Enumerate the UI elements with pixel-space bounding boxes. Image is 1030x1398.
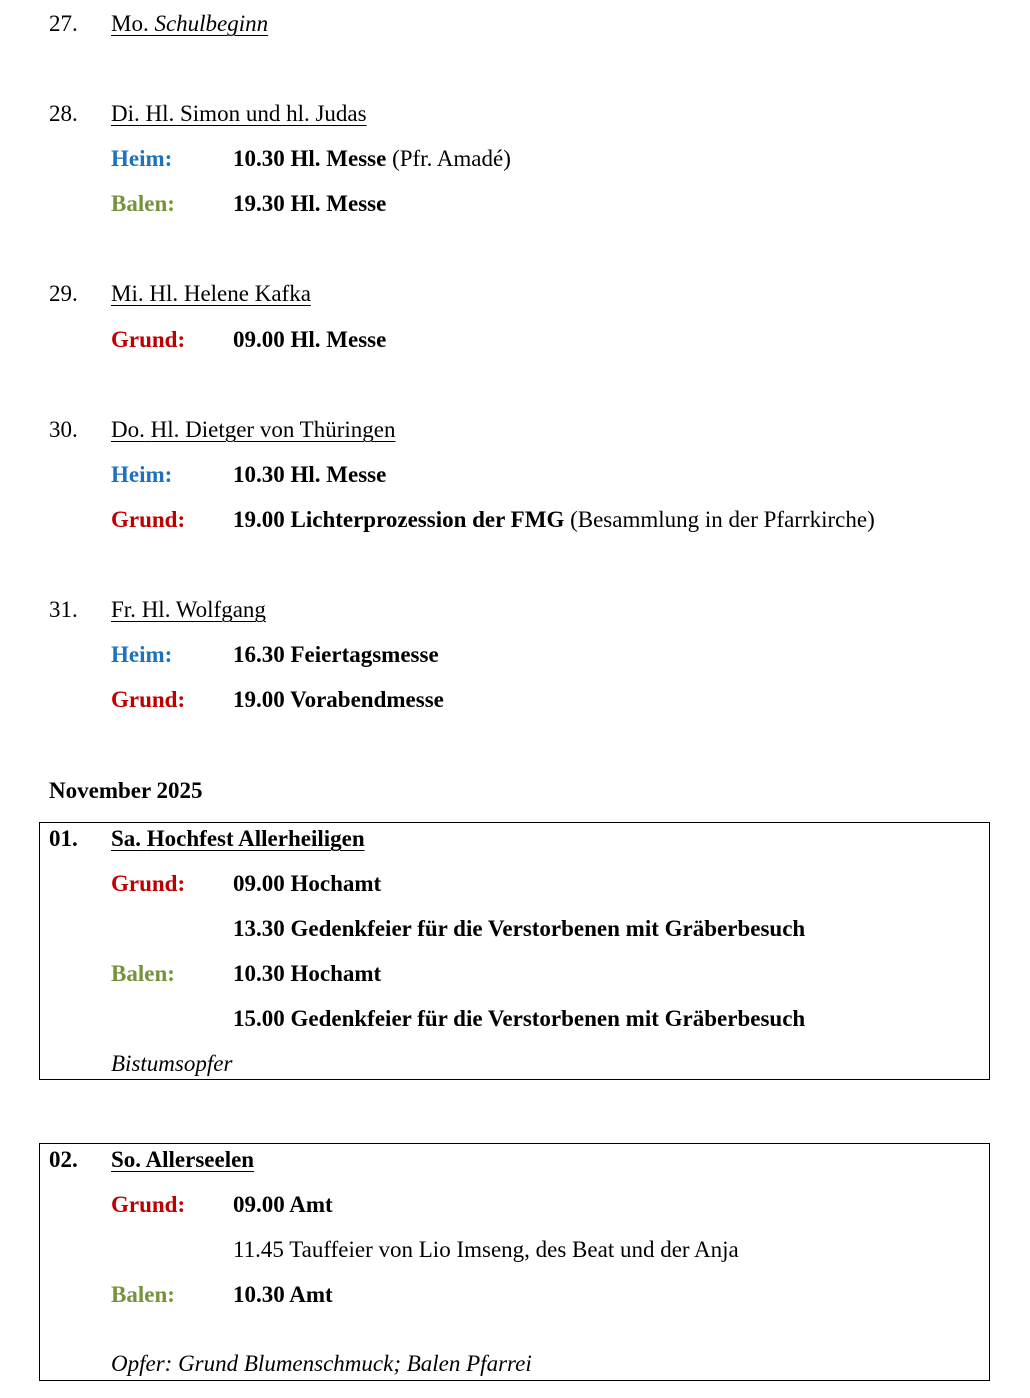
day-title: Hl. Simon und hl. Judas xyxy=(145,101,367,126)
day-title: Schulbeginn xyxy=(154,11,269,36)
location-label: Grund: xyxy=(111,687,186,712)
event: 16.30 Feiertagsmesse xyxy=(233,642,439,667)
location-label: Grund: xyxy=(111,1192,186,1217)
month-heading: November 2025 xyxy=(49,778,203,803)
day-title: Allerseelen xyxy=(145,1147,255,1172)
event: 19.00 Vorabendmesse xyxy=(233,687,444,712)
offering-note: Opfer: Grund Blumenschmuck; Balen Pfarrei xyxy=(111,1351,532,1376)
day-heading: 31. Fr. Hl. Wolfgang xyxy=(49,597,266,622)
event: 11.45 Tauffeier von Lio Imseng, des Beat und der Anja xyxy=(233,1237,739,1262)
day-heading: 30. Do. Hl. Dietger von Thüringen xyxy=(49,417,396,442)
location-label: Heim: xyxy=(111,146,173,171)
day-heading: 01. Sa. Hochfest Allerheiligen xyxy=(49,826,365,851)
location-label: Grund: xyxy=(111,507,186,532)
event: 09.00 Hochamt xyxy=(233,871,382,896)
event: 09.00 Amt xyxy=(233,1192,333,1217)
day-heading: 27. Mo. Schulbeginn xyxy=(49,11,269,36)
event: 10.30 Amt xyxy=(233,1282,333,1307)
day-title: Hochfest Allerheiligen xyxy=(146,826,365,851)
event: 13.30 Gedenkfeier für die Verstorbenen mit Gräberbesuch xyxy=(233,916,806,941)
event: 10.30 Hl. Messe xyxy=(233,462,387,487)
event: 10.30 Hl. Messe (Pfr. Amadé) xyxy=(233,146,511,171)
location-label: Heim: xyxy=(111,642,173,667)
event: 19.00 Lichterprozession der FMG (Besammlung in der Pfarrkirche) xyxy=(233,507,875,532)
offering-note: Bistumsopfer xyxy=(111,1051,233,1076)
day-heading: 02. So. Allerseelen xyxy=(49,1147,255,1172)
location-label: Grund: xyxy=(111,871,186,896)
location-label: Heim: xyxy=(111,462,173,487)
location-label: Grund: xyxy=(111,327,186,352)
location-label: Balen: xyxy=(111,1282,175,1307)
location-label: Balen: xyxy=(111,191,175,216)
event: 19.30 Hl. Messe xyxy=(233,191,387,216)
day-title: Hl. Helene Kafka xyxy=(149,281,311,306)
feast-box xyxy=(39,822,990,1080)
event: 10.30 Hochamt xyxy=(233,961,382,986)
day-title: Hl. Wolfgang xyxy=(141,597,266,622)
day-heading: 29. Mi. Hl. Helene Kafka xyxy=(49,281,311,306)
location-label: Balen: xyxy=(111,961,175,986)
event: 15.00 Gedenkfeier für die Verstorbenen mit Gräberbesuch xyxy=(233,1006,806,1031)
day-heading: 28. Di. Hl. Simon und hl. Judas xyxy=(49,101,367,126)
event: 09.00 Hl. Messe xyxy=(233,327,387,352)
day-title: Hl. Dietger von Thüringen xyxy=(150,417,396,442)
